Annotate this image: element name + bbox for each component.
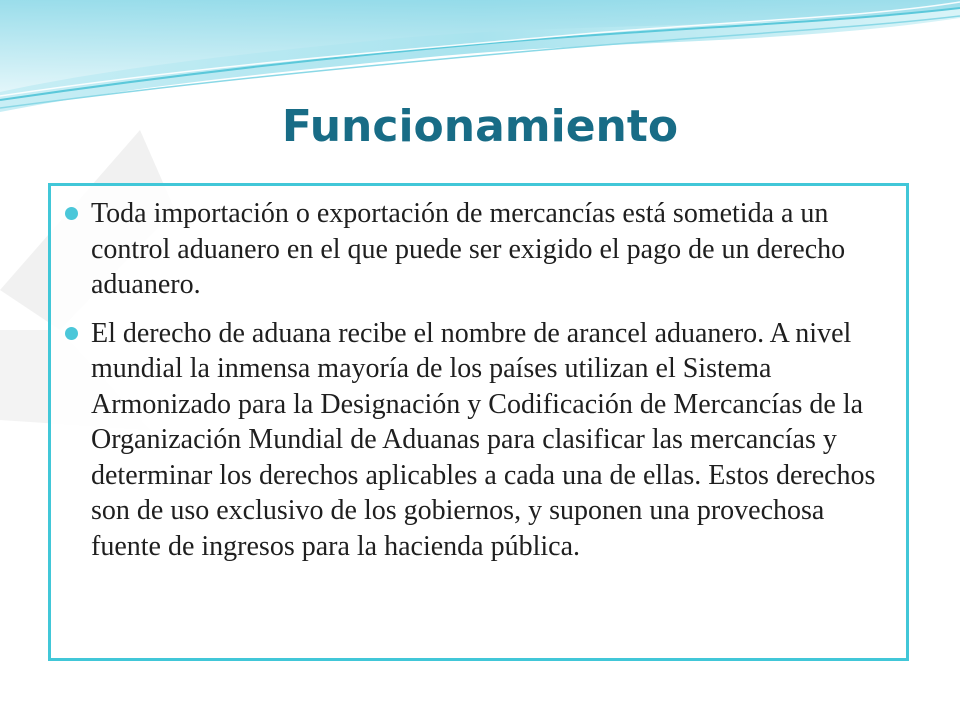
bullet-dot-icon xyxy=(65,207,78,220)
content-box xyxy=(48,183,909,661)
bullet-dot-icon xyxy=(65,327,78,340)
bullet-list xyxy=(51,196,906,577)
slide-title: Funcionamiento xyxy=(281,101,679,152)
bullet-text: Toda importación o exportación de mercancías está sometida a un control aduanero en el que puede ser exigido el pago de un derecho aduanero. xyxy=(91,198,846,300)
bullet-text: El derecho de aduana recibe el nombre de arancel aduanero. A nivel mundial la inmensa mayoría de los países utilizan el Sistema Armonizado para la Designación y Codificación de Mercancías de la Organización Mundial de Aduanas para clasificar las mercancías y determinar los derechos aplicables a cada una de ellas. Estos derechos son de uso exclusivo de los gobiernos, y suponen una provechosa fuente de ingresos para la hacienda pública. xyxy=(91,317,876,562)
bullet-item xyxy=(51,196,906,303)
bullet-item xyxy=(51,316,906,565)
